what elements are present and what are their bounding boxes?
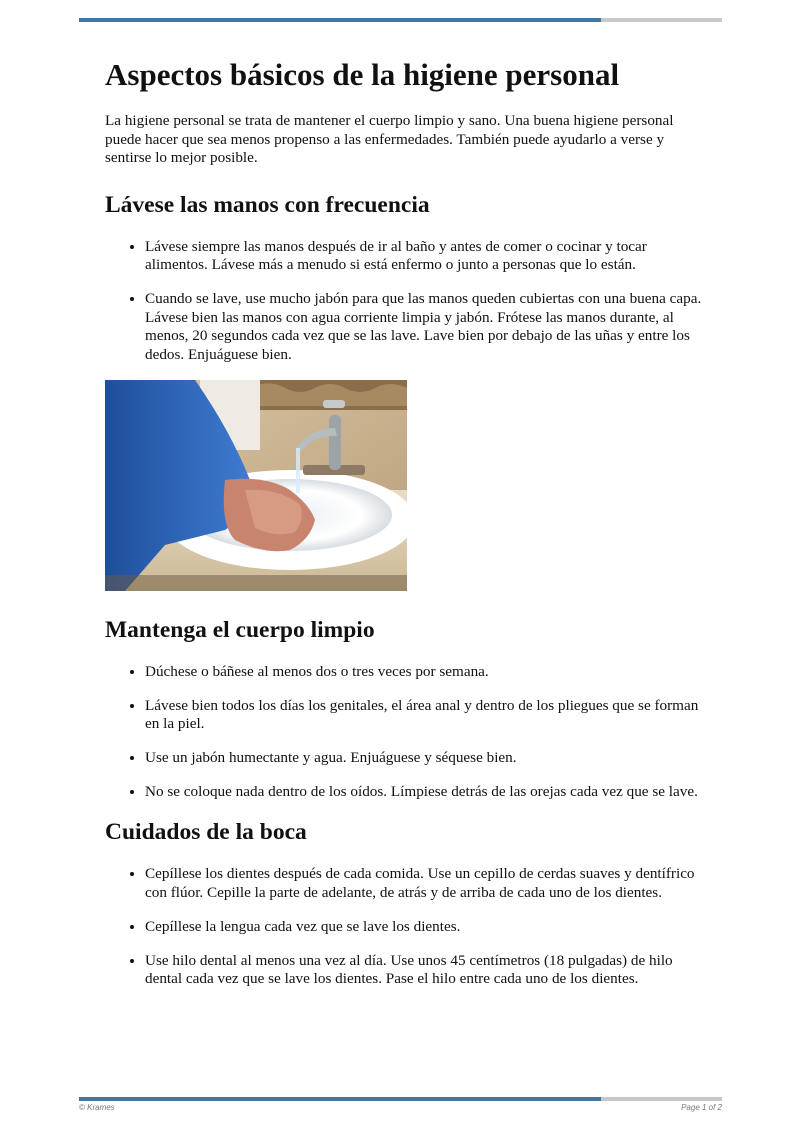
list-item: • Dúchese o báñese al menos dos o tres veces por semana. <box>145 663 705 682</box>
section-heading-hands: Lávese las manos con frecuencia <box>105 191 430 218</box>
intro-paragraph: La higiene personal se trata de mantener el cuerpo limpio y sano. Una buena higiene personal puede hacer que sea menos propenso a las enfermedades. También puede ayudarlo a verse y sentirse lo mejor posible. <box>105 112 674 166</box>
section-heading-mouth: Cuidados de la boca <box>105 819 307 845</box>
header-rule <box>79 18 722 22</box>
list-item: • Cuando se lave, use mucho jabón para que las manos queden cubiertas con una buena capa. Lávese bien las manos con agua corriente limpia y jabón. Frótese las manos durante, al menos, 20 segundos cada vez que se las lave. Lave bien por debajo de las uñas y entre los dedos. Enjuáguese bien. <box>145 290 705 364</box>
list-item: • Lávese bien todos los días los genitales, el área anal y dentro de los pliegues que se forman en la piel. <box>145 697 705 734</box>
footer-rule <box>79 1097 722 1101</box>
footer-rule-gray <box>601 1097 722 1101</box>
footer-page-number: Page 1 of 2 <box>681 1103 722 1112</box>
list-item: • No se coloque nada dentro de los oídos. Límpiese detrás de las orejas cada vez que se lave. <box>145 783 705 802</box>
page-title: Aspectos básicos de la higiene personal <box>105 57 620 92</box>
footer-copyright: © Krames <box>79 1103 115 1112</box>
list-item: • Use hilo dental al menos una vez al día. Use unos 45 centímetros (18 pulgadas) de hilo dental cada vez que se lave los dientes. Pase el hilo entre cada uno de los dientes. <box>145 952 705 989</box>
list-mouth <box>105 865 705 989</box>
section-heading-body: Mantenga el cuerpo limpio <box>105 616 375 643</box>
document-body <box>105 56 705 1004</box>
list-item: • Use un jabón humectante y agua. Enjuáguese y séquese bien. <box>145 749 705 768</box>
header-rule-accent <box>79 18 601 22</box>
list-body <box>105 663 705 802</box>
list-item: • Cepíllese los dientes después de cada comida. Use un cepillo de cerdas suaves y dentífrico con flúor. Cepille la parte de adelante, de atrás y de arriba de cada uno de los dientes. <box>145 865 705 902</box>
handwashing-photo <box>105 380 407 591</box>
list-item: • Lávese siempre las manos después de ir al baño y antes de comer o cocinar y tocar alimentos. Lávese más a menudo si está enfermo o junto a personas que lo están. <box>145 238 705 275</box>
list-item: • Cepíllese la lengua cada vez que se lave los dientes. <box>145 918 705 937</box>
header-rule-gray <box>601 18 722 22</box>
list-hands <box>105 238 705 365</box>
footer-rule-accent <box>79 1097 601 1101</box>
